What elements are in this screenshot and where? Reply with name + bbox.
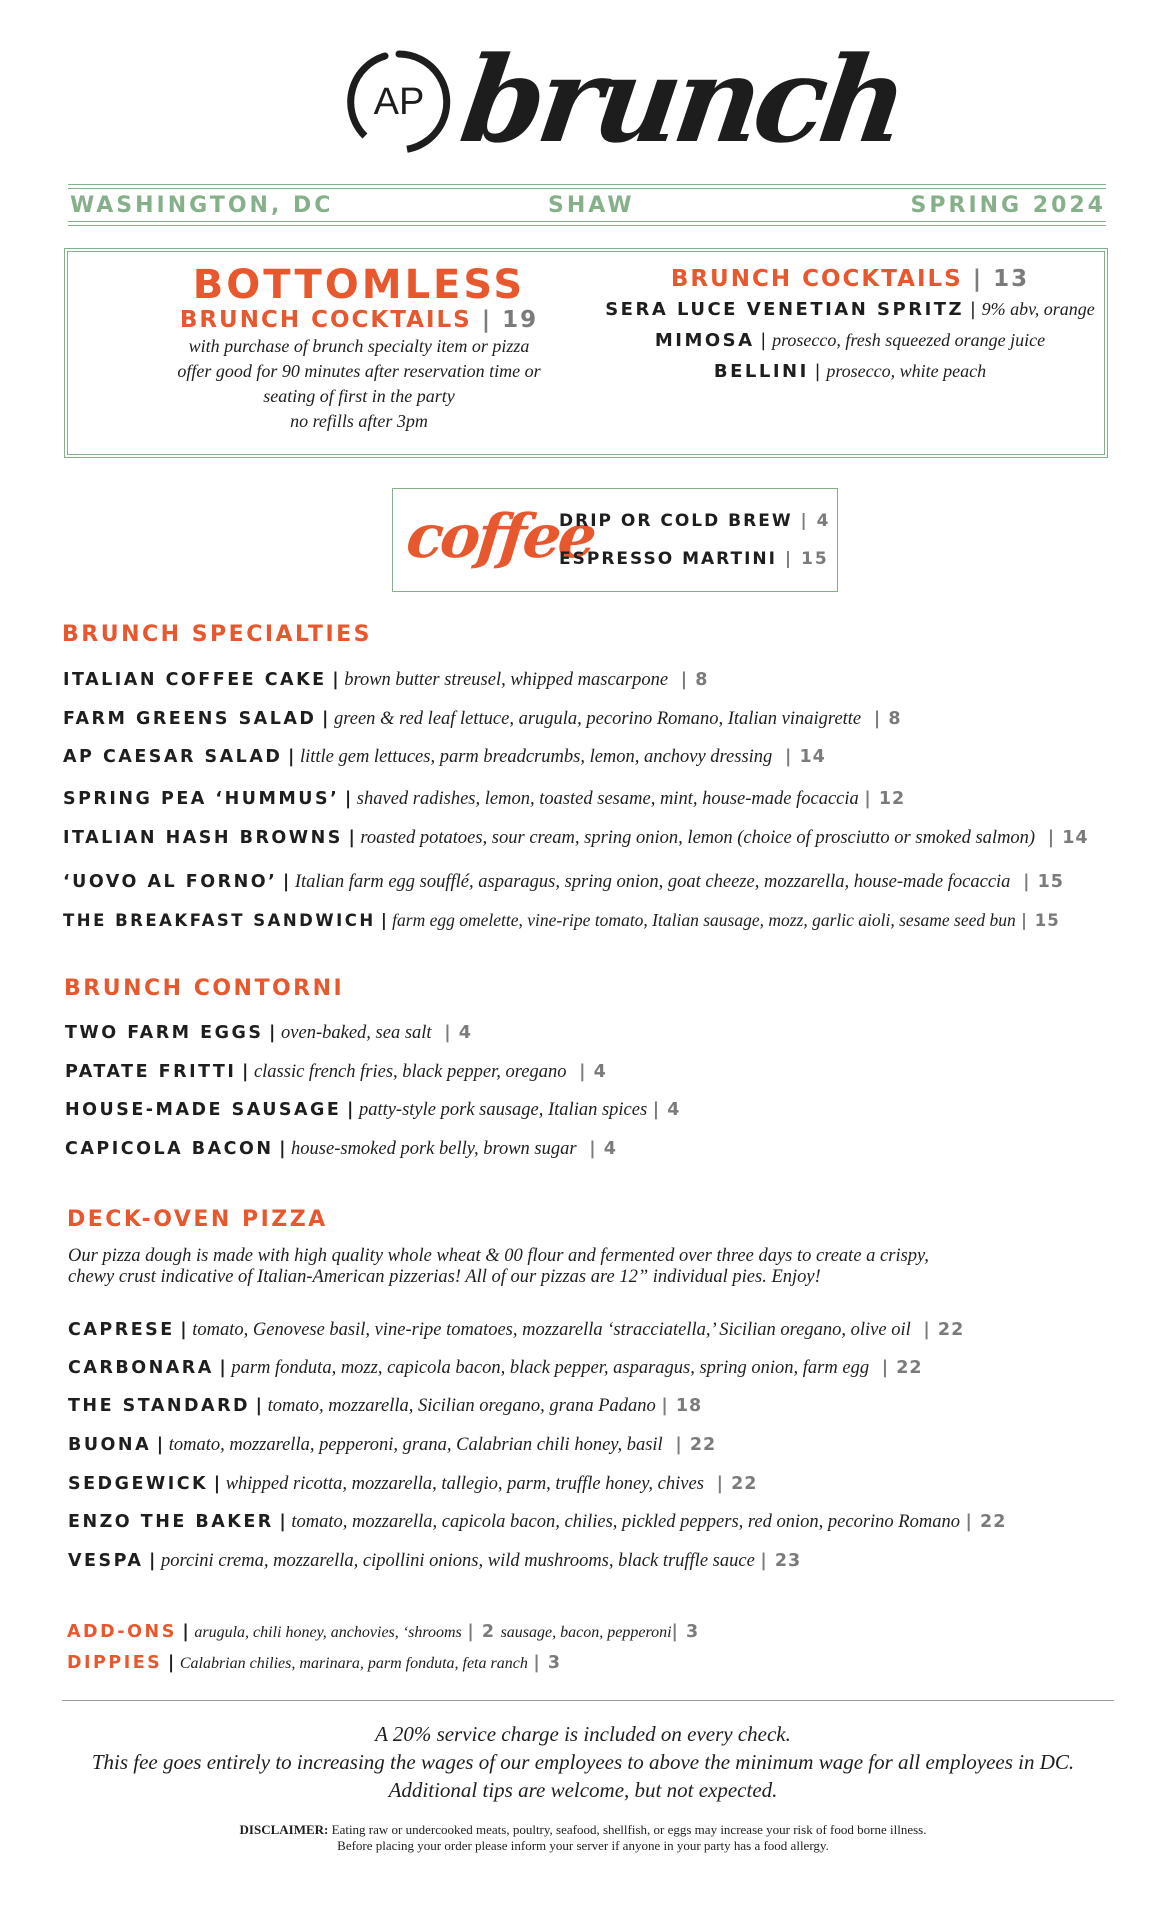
brunch-cocktails-price: 13 (993, 266, 1030, 292)
menu-item: THE STANDARD | tomato, mozzarella, Sicilian oregano, grana Padano | 18 (68, 1396, 703, 1416)
menu-item: SPRING PEA ‘HUMMUS’ | shaved radishes, lemon, toasted sesame, mint, house-made focaccia | 12 (63, 789, 906, 809)
cocktail-box (64, 248, 1108, 458)
menu-item: HOUSE-MADE SAUSAGE | patty-style pork sausage, Italian spices | 4 (65, 1100, 681, 1120)
cocktail-item: SERA LUCE VENETIAN SPRITZ | 9% abv, orange (605, 299, 1095, 320)
brunch-cocktails-section (600, 264, 1100, 387)
section-title-pizza: DECK-OVEN PIZZA (67, 1207, 328, 1232)
service-charge-note: Additional tips are welcome, but not expected. (388, 1778, 778, 1802)
cocktail-item: BELLINI | prosecco, white peach (713, 361, 987, 382)
disclaimer: DISCLAIMER: Eating raw or undercooked meats, poultry, seafood, shellfish, or eggs may increase your risk of food borne illness. Before placing your order please inform your server if anyone in your party has a food allergy. (239, 1822, 927, 1853)
pizza-intro: Our pizza dough is made with high quality whole wheat & 00 flour and fermented over three days to create a crispy, chewy crust indicative of Italian-American pizzerias! All of our pizzas are 12” individual pies. Enjoy! (68, 1246, 929, 1287)
brunch-cocktails-title: BRUNCH COCKTAILS | 13 (670, 266, 1030, 292)
neighborhood-label: SHAW (548, 193, 635, 218)
logo-wordmark: brunch (453, 30, 911, 169)
menu-item: CAPRESE | tomato, Genovese basil, vine-ripe tomatoes, mozzarella ‘stracciatella,’ Sicilian oregano, olive oil | 22 (68, 1320, 965, 1340)
menu-item: ‘UOVO AL FORNO’ | Italian farm egg soufflé, asparagus, spring onion, goat cheeze, mozzarella, house-made focaccia | 15 (63, 872, 1064, 892)
season-label: SPRING 2024 (910, 193, 1106, 218)
bottomless-note: offer good for 90 minutes after reservation time or (177, 361, 541, 381)
menu-item: FARM GREENS SALAD | green & red leaf lettuce, arugula, pecorino Romano, Italian vinaigrette | 8 (63, 709, 902, 729)
ap-monogram-logo (345, 48, 453, 156)
coffee-item: DRIP OR COLD BREW | 4 (559, 511, 831, 531)
location-ribbon (68, 184, 1106, 226)
menu-item: BUONA | tomato, mozzarella, pepperoni, grana, Calabrian chili honey, basil | 22 (68, 1435, 717, 1455)
coffee-box (392, 488, 838, 592)
menu-item: ENZO THE BAKER | tomato, mozzarella, capicola bacon, chilies, pickled peppers, red onion, pecorino Romano | 22 (68, 1512, 1007, 1532)
logo (345, 30, 911, 170)
service-charge-note: This fee goes entirely to increasing the wages of our employees to above the minimum wage for all employees in DC. (91, 1750, 1075, 1774)
footer (0, 1720, 1166, 1854)
city-label: WASHINGTON, DC (70, 193, 334, 218)
menu-item: PATATE FRITTI | classic french fries, black pepper, oregano | 4 (65, 1062, 607, 1082)
bottomless-subtitle: BRUNCH COCKTAILS | 19 (179, 307, 539, 333)
menu-item: AP CAESAR SALAD | little gem lettuces, parm breadcrumbs, lemon, anchovy dressing | 14 (63, 747, 826, 767)
menu-item: THE BREAKFAST SANDWICH | farm egg omelette, vine-ripe tomato, Italian sausage, mozz, garlic aioli, sesame seed bun | 15 (63, 910, 1060, 930)
logo-monogram: AP (373, 81, 425, 123)
footer-divider (62, 1700, 1114, 1701)
section-title-contorni: BRUNCH CONTORNI (64, 976, 345, 1001)
bottomless-title: BOTTOMLESS (192, 262, 526, 308)
section-title-specialties: BRUNCH SPECIALTIES (62, 622, 372, 647)
brunch-cocktails-title-text: BRUNCH COCKTAILS (670, 266, 963, 292)
coffee-item: ESPRESSO MARTINI | 15 (559, 549, 829, 569)
coffee-title: coffee (403, 502, 598, 572)
menu-item: ITALIAN HASH BROWNS | roasted potatoes, sour cream, spring onion, lemon (choice of prosciutto or smoked salmon) | 14 (63, 828, 1089, 848)
menu-item: CARBONARA | parm fonduta, mozz, capicola bacon, black pepper, asparagus, spring onion, farm egg | 22 (68, 1358, 923, 1378)
menu-item: CAPICOLA BACON | house-smoked pork belly, brown sugar | 4 (65, 1139, 617, 1159)
addons-row: ADD-ONS | arugula, chili honey, anchovies, ‘shrooms | 2 sausage, bacon, pepperoni| 3 (67, 1622, 700, 1642)
menu-item: VESPA | porcini crema, mozzarella, cipollini onions, wild mushrooms, black truffle sauce | 23 (68, 1551, 802, 1571)
cocktail-item: MIMOSA | prosecco, fresh squeezed orange juice (654, 330, 1046, 351)
bottomless-note: no refills after 3pm (290, 411, 428, 431)
menu-item: SEDGEWICK | whipped ricotta, mozzarella, tallegio, parm, truffle honey, chives | 22 (68, 1474, 758, 1494)
bottomless-note: with purchase of brunch specialty item or pizza (188, 336, 530, 356)
addons-title: ADD-ONS (67, 1622, 177, 1642)
bottomless-price: 19 (502, 307, 539, 333)
bottomless-section (134, 264, 584, 434)
dippies-title: DIPPIES (67, 1653, 163, 1673)
bottomless-note: seating of first in the party (263, 386, 455, 406)
dippies-row: DIPPIES | Calabrian chilies, marinara, parm fonduta, feta ranch | 3 (67, 1653, 562, 1673)
bottomless-subtitle-text: BRUNCH COCKTAILS (179, 307, 472, 333)
menu-item: ITALIAN COFFEE CAKE | brown butter streusel, whipped mascarpone | 8 (63, 670, 709, 690)
service-charge-note: A 20% service charge is included on every check. (375, 1722, 791, 1746)
menu-item: TWO FARM EGGS | oven-baked, sea salt | 4 (65, 1023, 472, 1043)
